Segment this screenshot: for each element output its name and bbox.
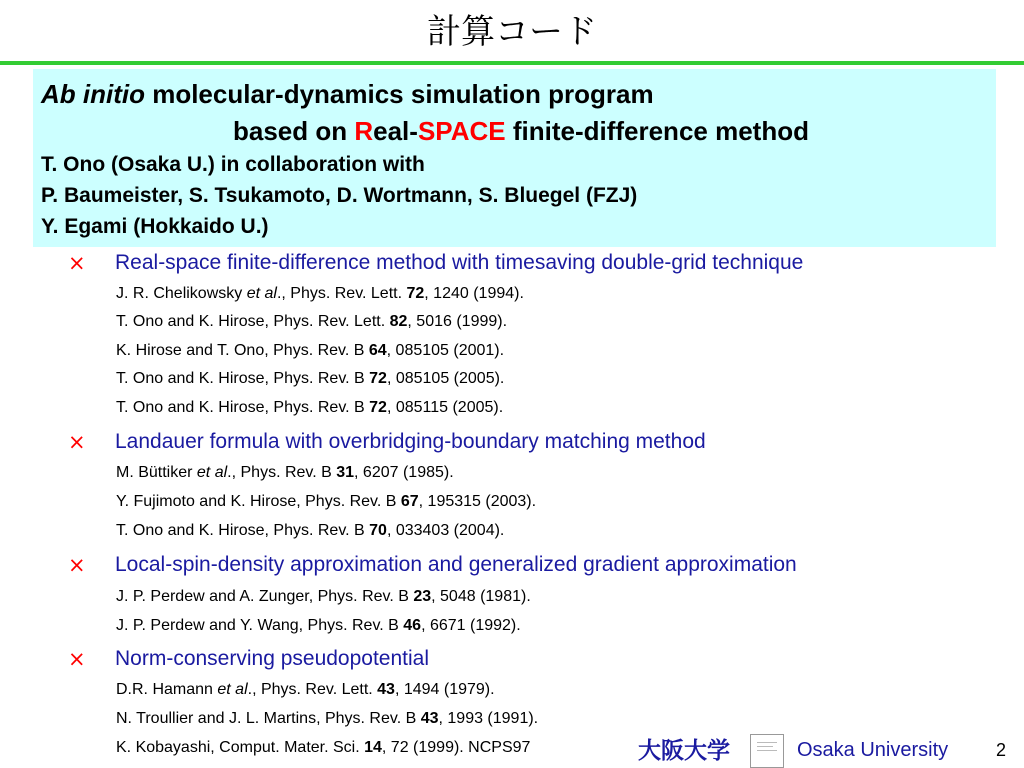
- rspace-eal-text: eal-: [373, 116, 418, 146]
- program-description-line: [41, 79, 654, 109]
- cross-bullet-icon: ×: [68, 553, 86, 577]
- cross-bullet-icon: ×: [68, 647, 86, 671]
- reference-item: T. Ono and K. Hirose, Phys. Rev. B 70, 033403 (2004).: [116, 522, 505, 539]
- program-description-rest: molecular-dynamics simulation program: [144, 79, 654, 109]
- slide-title: 計算コード: [427, 12, 597, 52]
- ab-initio-text: Ab initio: [41, 79, 145, 109]
- rspace-r-letter: R: [354, 116, 374, 146]
- reference-item: N. Troullier and J. L. Martins, Phys. Rev. B 43, 1993 (1991).: [116, 710, 539, 727]
- cross-bullet-icon: ×: [68, 251, 86, 275]
- program-info-box: [33, 69, 996, 247]
- rspace-space-text: SPACE: [417, 116, 506, 146]
- based-on-text: based on: [233, 116, 355, 146]
- author-line: P. Baumeister, S. Tsukamoto, D. Wortmann, S. Bluegel (FZJ): [41, 184, 638, 207]
- method-suffix-text: finite-difference method: [505, 116, 809, 146]
- reference-item: Y. Fujimoto and K. Hirose, Phys. Rev. B 67, 195315 (2003).: [116, 493, 537, 510]
- section-heading-text: Norm-conserving pseudopotential: [115, 647, 430, 670]
- reference-item: T. Ono and K. Hirose, Phys. Rev. Lett. 82, 5016 (1999).: [116, 313, 508, 330]
- section-heading-text: Landauer formula with overbridging-boundary matching method: [115, 430, 706, 453]
- university-name-japanese: 大阪大学: [638, 738, 730, 764]
- method-description-line: [233, 116, 809, 146]
- reference-item: K. Kobayashi, Comput. Mater. Sci. 14, 72 (1999). NCPS97: [116, 739, 531, 756]
- reference-item: M. Büttiker et al., Phys. Rev. B 31, 6207 (1985).: [116, 464, 454, 481]
- university-name-english: Osaka University: [797, 739, 949, 761]
- reference-item: T. Ono and K. Hirose, Phys. Rev. B 72, 085115 (2005).: [116, 399, 504, 416]
- author-line: T. Ono (Osaka U.) in collaboration with: [41, 153, 425, 176]
- reference-item: J. R. Chelikowsky et al., Phys. Rev. Lett. 72, 1240 (1994).: [116, 285, 524, 302]
- reference-item: D.R. Hamann et al., Phys. Rev. Lett. 43, 1494 (1979).: [116, 681, 495, 698]
- reference-item: K. Hirose and T. Ono, Phys. Rev. B 64, 085105 (2001).: [116, 342, 505, 359]
- section-heading-text: Real-space finite-difference method with timesaving double-grid technique: [115, 251, 804, 274]
- author-line: Y. Egami (Hokkaido U.): [41, 215, 269, 238]
- cross-bullet-icon: ×: [68, 430, 86, 454]
- title-divider: [0, 61, 1024, 65]
- page-number: 2: [996, 740, 1007, 760]
- reference-item: J. P. Perdew and A. Zunger, Phys. Rev. B 23, 5048 (1981).: [116, 588, 531, 605]
- university-emblem-icon: [750, 734, 784, 768]
- reference-item: T. Ono and K. Hirose, Phys. Rev. B 72, 085105 (2005).: [116, 370, 505, 387]
- reference-item: J. P. Perdew and Y. Wang, Phys. Rev. B 46, 6671 (1992).: [116, 617, 521, 634]
- section-heading-text: Local-spin-density approximation and generalized gradient approximation: [115, 553, 797, 576]
